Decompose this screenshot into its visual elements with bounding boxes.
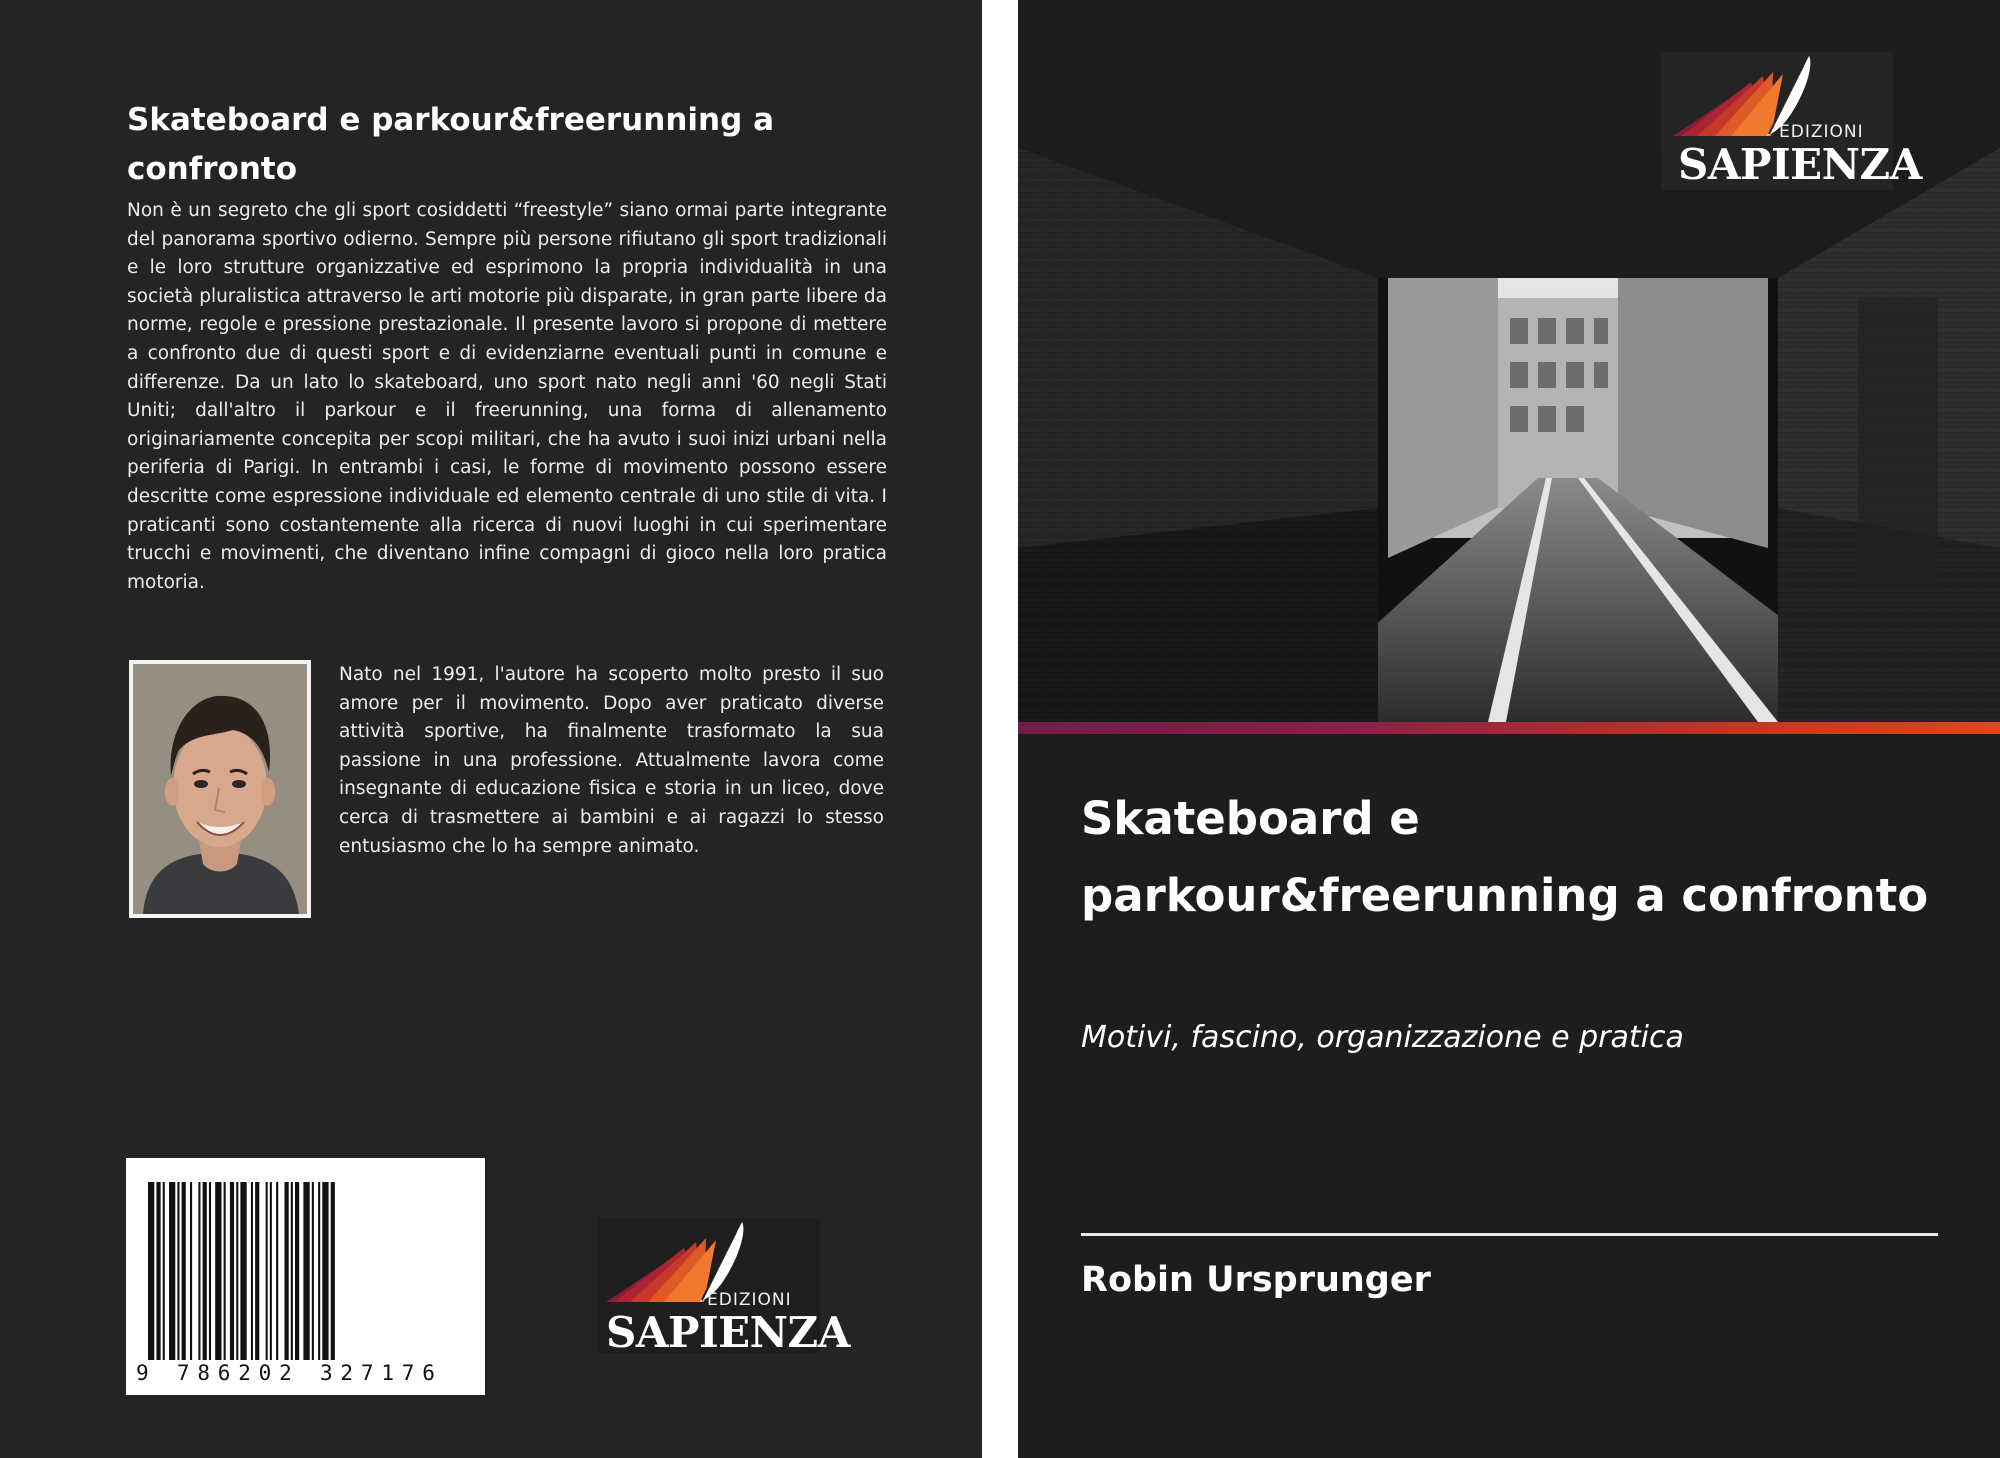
publisher-edizioni: EDIZIONI <box>1779 122 1864 142</box>
front-cover-subtitle: Motivi, fascino, organizzazione e pratica <box>1081 1020 1684 1055</box>
back-cover-title: Skateboard e parkour&freerunning a confronto <box>127 102 774 187</box>
barcode-bars <box>126 1158 485 1395</box>
back-cover-blurb: Non è un segreto che gli sport cosiddetti “freestyle” siano ormai parte integrante del panorama sportivo odierno. Sempre più persone rifiutano gli sport tradizionali e le loro strutture organizzative ed esprimono la propria individualità in una società pluralistica attraverso le arti motorie più disparate, in gran parte libere da norme, regole e pressione prestazionale. Il presente lavoro si propone di mettere a confronto due di questi sport e di evidenziarne eventuali punti in comune e differenze. Da un lato lo skateboard, uno sport nato negli anni '60 negli Stati Uniti; dall'altro il parkour e il freerunning, una forma di allenamento originariamente concepita per scopi militari, che ha avuto i suoi inizi urbani nella periferia di Parigi. In entrambi i casi, le forme di movimento possono essere descritte come espressione individuale ed elemento centrale di uno stile di vita. I praticanti sono costantemente alla ricerca di nuovi luoghi in cui sperimentare trucchi e movimenti, che diventano infine compagni di gioco nella loro pratica motoria. <box>127 200 887 593</box>
front-cover-title: Skateboard e parkour&freerunning a confronto <box>1081 792 1929 922</box>
author-bio: Nato nel 1991, l'autore ha scoperto molto presto il suo amore per il movimento. Dopo aver praticato diverse attività sportive, ha finalmente trasformato la sua passione in una professione. Attualmente lavora come insegnante di educazione fisica e storia in un liceo, dove cerca di trasmettere ai bambini e ai ragazzi lo stesso entusiasmo che lo ha sempre animato. <box>339 664 884 857</box>
publisher-logo-front <box>1661 52 1922 190</box>
isbn-digits: 9 786202 327176 <box>136 1363 477 1383</box>
back-cover <box>0 0 982 1458</box>
publisher-edizioni: EDIZIONI <box>707 1290 792 1310</box>
isbn-barcode <box>126 1158 485 1395</box>
front-cover-author: Robin Ursprunger <box>1081 1260 1431 1300</box>
publisher-name: SAPIENZA <box>1678 140 1922 189</box>
publisher-logo <box>598 1218 850 1357</box>
author-photo <box>129 660 311 918</box>
front-cover <box>1018 0 2000 1458</box>
publisher-name: SAPIENZA <box>606 1308 850 1357</box>
divider-rule <box>1081 1233 1938 1236</box>
spine-gap <box>982 0 1018 1458</box>
accent-bar <box>1018 722 2000 734</box>
cover-photo <box>1018 148 2000 722</box>
